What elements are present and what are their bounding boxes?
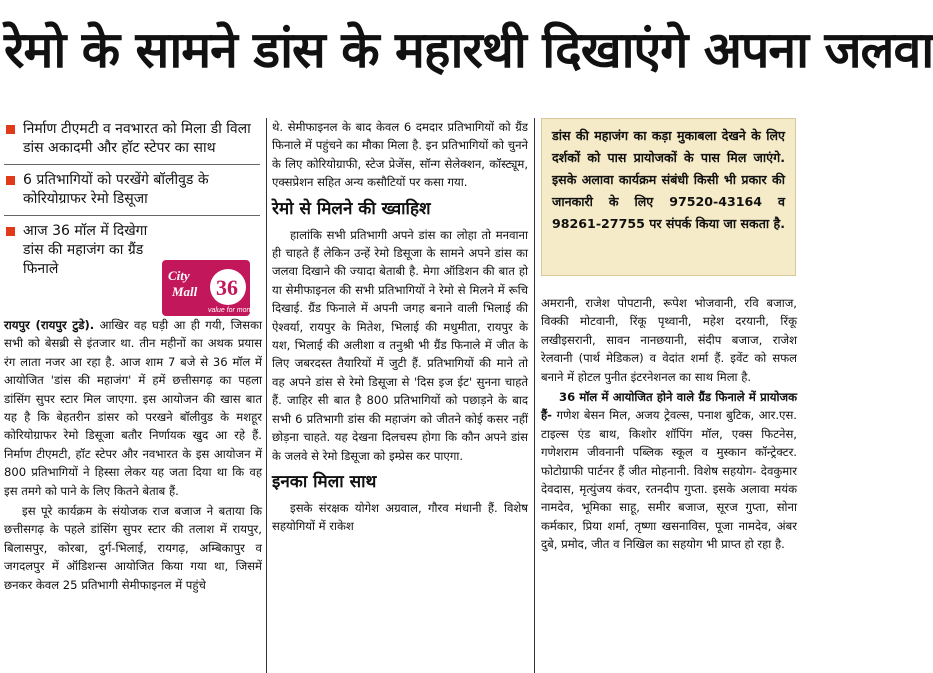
logo-top-text: City (168, 268, 190, 283)
highlight-item (4, 171, 260, 209)
paragraph: इस पूरे कार्यक्रम के संयोजक राज बजाज ने बताया कि छत्तीसगढ़ के पहले डांसिंग सुपर स्टार की तलाश में रायपुर, बिलासपुर, कोरबा, दुर्ग-भिलाई, रायगढ़, अम्बिकापुर व जगदलपुर में ऑडिशन्स आयोजित किया गया था, जिसमें छनकर केवल 25 प्रतिभागी सेमीफाइनल में पहुंचे (4, 504, 262, 592)
paragraph: अमरानी, राजेश पोपटानी, रूपेश भोजवानी, रवि बजाज, विक्की मोटवानी, रिंकू पृथ्वानी, महेश दरयानी, रिंकू लखीइसरानी, सावन नानछयानी, संदीप बजाज, राजेश रेलवानी (पार्थ मेडिकल) व वेदांत शर्मा हैं. इवेंट को सफल बनाने में होटल पुनीत इंटरनेशनल का साथ मिला है. (541, 296, 797, 384)
highlight-text: निर्माण टीएमटी व नवभारत को मिला डी विला डांस अकादमी और हॉट स्टेपर का साथ (23, 121, 251, 156)
article-column-3 (541, 294, 797, 673)
paragraph (4, 316, 262, 500)
bullet-square-icon (6, 176, 15, 185)
paragraph: इसके संरक्षक योगेश अग्रवाल, गौरव मंधानी हैं. विशेष सहयोगियों में राकेश (272, 500, 528, 534)
divider (4, 164, 260, 165)
bullet-square-icon (6, 227, 15, 236)
sponsor-lead: 36 मॉल में आयोजित होने वाले ग्रैंड फिनाले में प्रायोजक हैं- (541, 390, 797, 423)
dateline: रायपुर (रायपुर टुडे). (4, 318, 95, 332)
column-rule (534, 118, 535, 673)
paragraph: हालांकि सभी प्रतिभागी अपने डांस का लोहा तो मनवाना ही चाहते हैं लेकिन उन्हें रेमो डिसूजा के सामने अपने डांस का जलवा दिखाने की ज्यादा बेताबी है. मेगा ऑडिशन की बात हो या सेमीफाइनल की सभी प्रतिभागियों ने रेमो से मिलने में रूचि दिखाई. ग्रैंड फिनाले में अपनी जगह बनाने वाली भिलाई की ऐश्वर्या, रायपुर के मितेश, भिलाई की मधुमीता, रायपुर के यश, भिलाई की अलीशा व तनुश्री भी ग्रैंड फिनाले में जीत के लिए जबरदस्त तैयारियों में जुटी हैं. प्रतिभागियों की माने तो वह अपने डांस से रेमो डिसूजा से 'दिस इज ईट' सुनना चाहते हैं. जाहिर सी बात है 800 प्रतिभागियों को पछाड़ने के बाद सभी 6 प्रतिभागी डांस की महाजंग को जीतने कोई कसर नहीं छोड़ना चाहते. यह देखना दिलचस्प होगा कि कौन अपने डांस के जलवे से रेमो डिसूजा को इम्प्रेस कर पाएगा. (272, 227, 528, 463)
subheading: रेमो से मिलने की ख्वाहिश (272, 198, 431, 219)
divider (4, 215, 260, 216)
highlight-item (4, 222, 154, 279)
bullet-square-icon (6, 125, 15, 134)
logo-number: 36 (216, 275, 238, 300)
paragraph-text: आखिर वह घड़ी आ ही गयी, जिसका सभी को बेसब्री से इंतजार था. तीन महीनों का अथक प्रयास रंग लाता नजर आ रहा है. आज शाम 7 बजे से 36 मॉल में आयोजित 'डांस की महाजंग' में हमें छत्तीसगढ़ का पहला डांसिंग सुपर स्टार मिल जाएगा. इस आयोजन की खास बात यह है कि बेहतरीन डांसर को परखने बॉलीवुड के मशहूर कोरियोग्राफर रेमो डिसूजा बतौर निर्णायक खुद आ रहे हैं. निर्माण टीएमटी, हॉट स्टेपर और नवभारत के इस आयोजन में 800 प्रतिभागियों ने हिस्सा लेकर यह जता दिया था कि वह इस तमगे को पाने के लिए कितने बेताब हैं. (4, 318, 263, 498)
highlight-text: 6 प्रतिभागियों को परखेंगे बॉलीवुड के कोरियोग्राफर रेमो डिसूजा (23, 172, 209, 207)
city-mall-36-logo (162, 260, 258, 316)
highlight-text: आज 36 मॉल में दिखेगा डांस की महाजंग का ग्रैंड फिनाले (23, 223, 148, 277)
paragraph-text: गणेश बेसन मिल, अजय ट्रेवल्स, पनाश बुटिक, आर.एस. टाइल्स एंड बाथ, किशोर शॉपिंग मॉल, एक्स फिटनेस, गणेशराम जीवनानी पब्लिक स्कूल व मुस्कान कॉन्ट्रेक्टर. फोटोग्राफी पार्टनर हैं जीत मोहनानी. विशेष सहयोग- देवकुमार देवदास, मृत्युंजय कंवर, रतनदीप गुप्ता. इसके अलावा मयंक नामदेव, भूमिका साहू, समीर बजाज, सूरज गुप्ता, सोना कर्मकार, प्रिया शर्मा, तृष्णा खसनाविस, पूजा नामदेव, अंबर दुबे, प्रमोद, जीत व निखिल का सहयोग भी प्राप्त हो रहा है. (541, 408, 797, 552)
logo-tagline: value for money (208, 307, 258, 314)
logo-bottom-text: Mall (172, 284, 198, 299)
highlight-item (4, 120, 260, 158)
paragraph: थे. सेमीफाइनल के बाद केवल 6 दमदार प्रतिभागियों को ग्रैंड फिनाले में पहुंचने का मौका मिला है. इन प्रतिभागियों को चुनने के लिए कोरियोग्राफी, स्टेज प्रेजेंस, सॉन्ग सेलेक्शन, कॉस्ट्यूम, एक्सप्रेशन सहित अन्य कसौटियों पर कसा गया. (272, 120, 528, 190)
paragraph (541, 388, 797, 554)
column-rule (266, 118, 267, 673)
headline: रेमो के सामने डांस के महारथी दिखाएंगे अपना जलवा (4, 21, 933, 79)
info-box: डांस की महाजंग का कड़ा मुकाबला देखने के लिए दर्शकों को पास प्रायोजकों के पास मिल जाएंगे. इसके अलावा कार्यक्रम संबंधी किसी भी प्रकार की जानकारी के लिए 97520-43164 व 98261-27755 पर संपर्क किया जा सकता है. (541, 118, 796, 276)
article-column-2 (272, 118, 528, 673)
subheading: इनका मिला साथ (272, 471, 377, 492)
article-column-1 (4, 316, 262, 672)
